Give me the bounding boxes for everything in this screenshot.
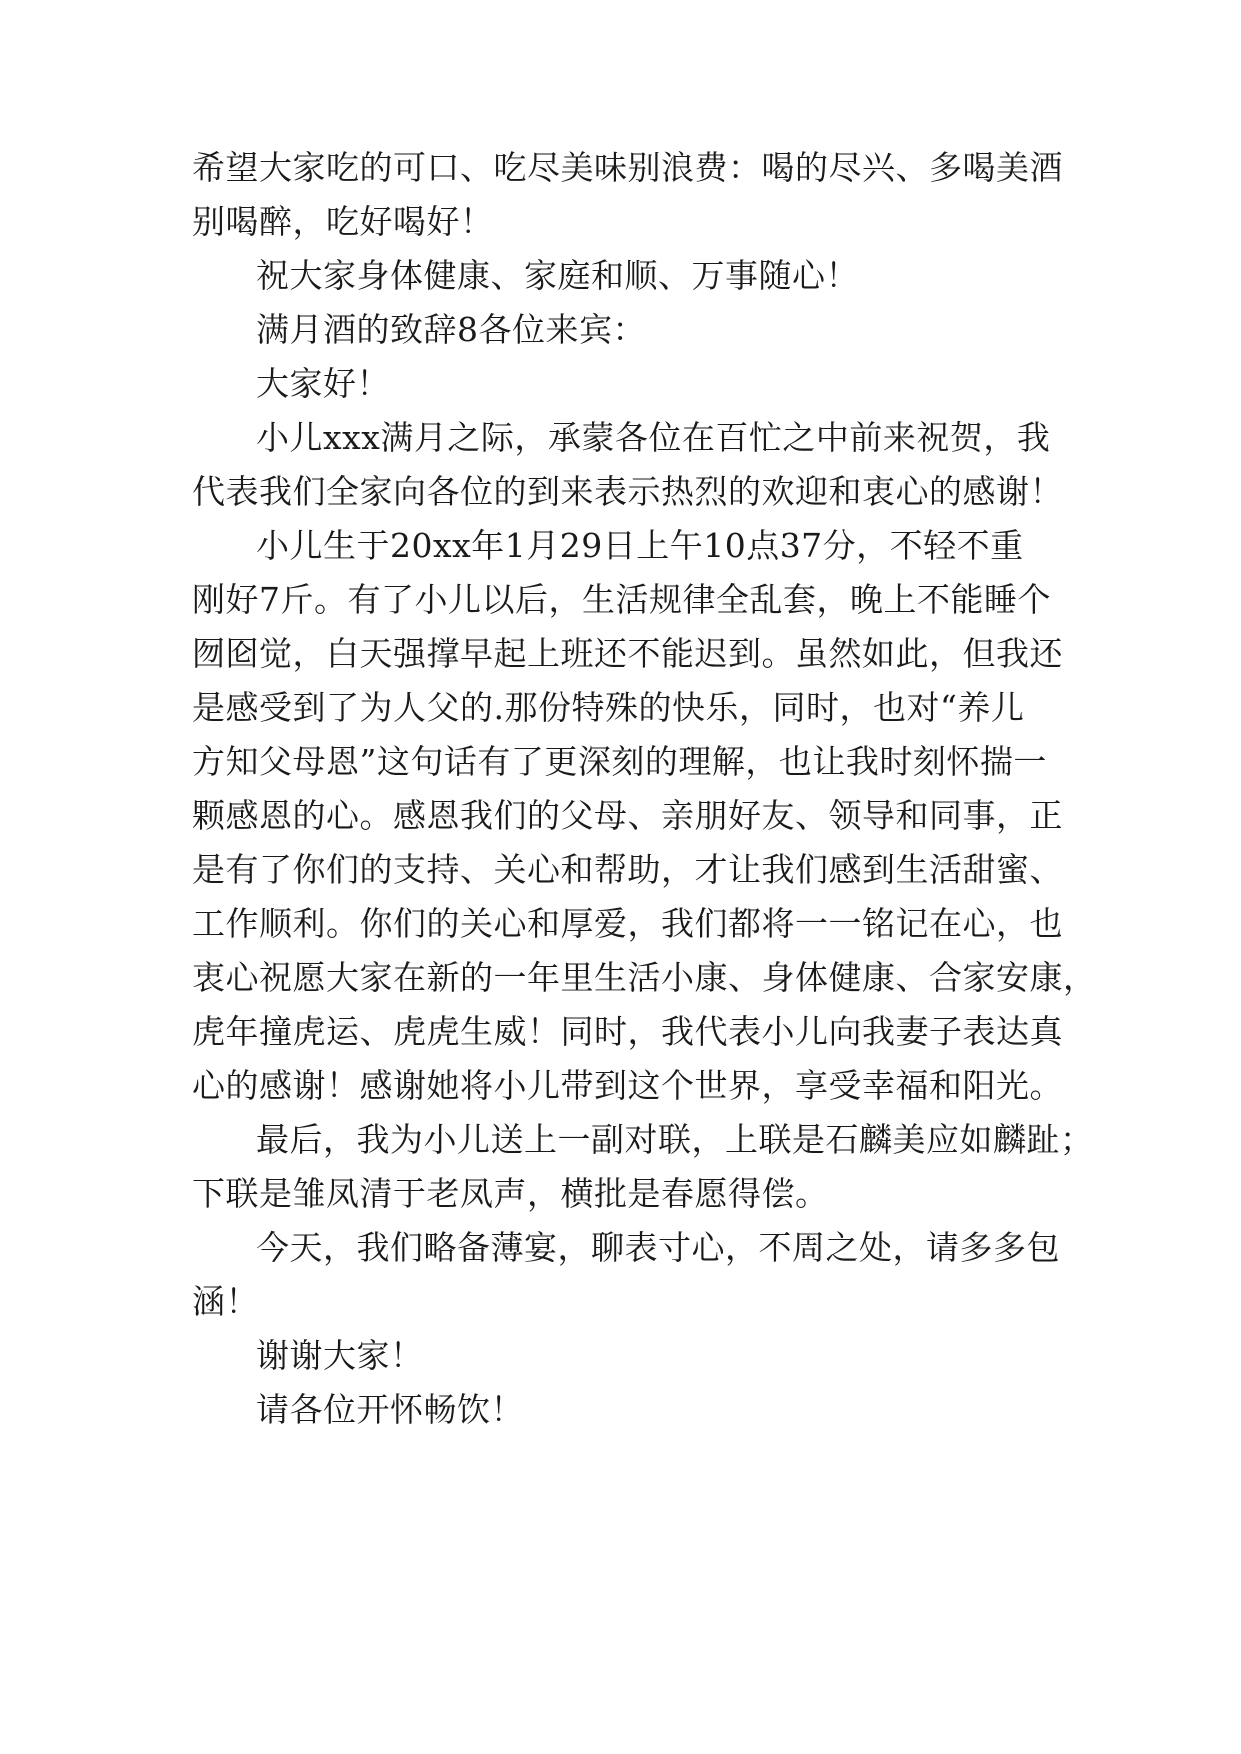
text-line-8: 小儿生于20xx年1月29日上午10点37分，不轻不重 bbox=[256, 526, 1024, 565]
text-line-5: 大家好！ bbox=[256, 364, 390, 403]
text-line-6: 小儿xxx满月之际，承蒙各位在百忙之中前来祝贺，我 bbox=[256, 418, 1051, 457]
text-line-10: 囫囵觉，白天强撑早起上班还不能迟到。虽然如此，但我还 bbox=[192, 634, 1063, 673]
text-line-20: 下联是雏凤清于老凤声，横批是春愿得偿。 bbox=[192, 1174, 829, 1213]
text-line-7: 代表我们全家向各位的到来表示热烈的欢迎和衷心的感谢！ bbox=[192, 472, 1063, 511]
text-line-14: 是有了你们的支持、关心和帮助，才让我们感到生活甜蜜、 bbox=[192, 850, 1063, 889]
text-line-24: 请各位开怀畅饮！ bbox=[256, 1390, 524, 1429]
text-line-21: 今天，我们略备薄宴，聊表寸心，不周之处，请多多包 bbox=[256, 1228, 1060, 1267]
text-line-15: 工作顺利。你们的关心和厚爱，我们都将一一铭记在心，也 bbox=[192, 904, 1063, 943]
text-line-9: 刚好7斤。有了小儿以后，生活规律全乱套，晚上不能睡个 bbox=[192, 580, 1051, 619]
text-line-11: 是感受到了为人父的.那份特殊的快乐，同时，也对“养儿 bbox=[192, 688, 1025, 727]
text-line-17: 虎年撞虎运、虎虎生威！同时，我代表小儿向我妻子表达真 bbox=[192, 1012, 1063, 1051]
text-line-1: 希望大家吃的可口、吃尽美味别浪费：喝的尽兴、多喝美酒 bbox=[192, 148, 1063, 187]
text-line-12: 方知父母恩”这句话有了更深刻的理解，也让我时刻怀揣一 bbox=[192, 742, 1047, 781]
text-line-19: 最后，我为小儿送上一副对联，上联是石麟美应如麟趾； bbox=[256, 1120, 1094, 1159]
text-line-2: 别喝醉，吃好喝好！ bbox=[192, 202, 494, 241]
text-line-18: 心的感谢！感谢她将小儿带到这个世界，享受幸福和阳光。 bbox=[192, 1066, 1063, 1105]
text-line-22: 涵！ bbox=[192, 1282, 259, 1321]
text-line-4: 满月酒的致辞8各位来宾： bbox=[256, 310, 646, 349]
text-line-13: 颗感恩的心。感恩我们的父母、亲朋好友、领导和同事，正 bbox=[192, 796, 1063, 835]
text-line-3: 祝大家身体健康、家庭和顺、万事随心！ bbox=[256, 256, 859, 295]
text-line-23: 谢谢大家！ bbox=[256, 1336, 424, 1375]
text-line-16: 衷心祝愿大家在新的一年里生活小康、身体健康、合家安康， bbox=[192, 958, 1097, 997]
